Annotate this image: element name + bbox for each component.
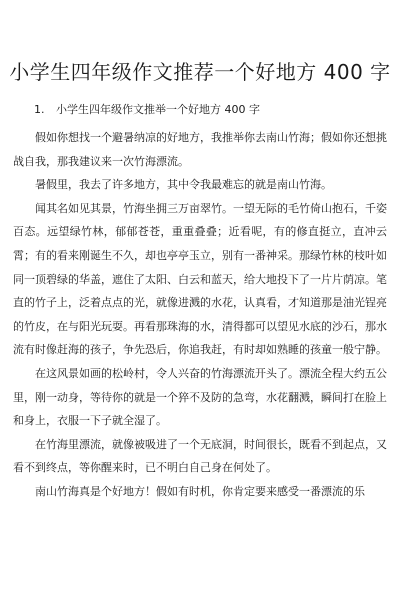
list-item [34, 102, 260, 118]
list-item-number: 1. [34, 103, 45, 116]
paragraph: 假如你想找一个避暑纳凉的好地方，我推举你去南山竹海；假如你还想挑战自我，那我建议来一次竹海漂流。 [13, 131, 387, 168]
paragraph: 在这风景如画的松岭村，令人兴奋的竹海漂流开头了。漂流全程大约五公里，刚一动身，等待你的就是一个猝不及防的急弯，水花翻溅，瞬间打在脸上和身上，衣服一下子就全湿了。 [13, 366, 387, 428]
paragraph: 暑假里，我去了许多地方，其中令我最难忘的就是南山竹海。 [35, 178, 332, 192]
paragraph: 闻其名如见其景，竹海坐拥三万亩翠竹。一望无际的毛竹倚山抱石，千姿百态。远望绿竹林，郁郁苍苍，重重叠叠；近看呢，有的修直挺立，直冲云霄；有的看来刚诞生不久，却也亭亭玉立，别有一番神采。那绿竹林的枝叶如同一顶碧绿的华盖，遮住了太阳、白云和蓝天，给大地投下了一片片荫凉。笔直的竹子上，泛着点点的光，就像进溅的水花，认真看，才知道那是油光锃亮的竹皮，在与阳光玩耍。再看那珠海的水，清得都可以望见水底的沙石，那水流有时像赶海的孩子，争先恐后，你追我赶，有时却如熟睡的孩童一般宁静。 [13, 201, 387, 357]
paragraph: 在竹海里漂流，就像被吸进了一个无底洞，时间很长，既看不到起点，又看不到终点，等你醒来时，已不明白自己身在何处了。 [13, 437, 387, 475]
paragraph: 南山竹海真是个好地方！假如有时机，你肯定要来感受一番漂流的乐 [35, 484, 365, 498]
essay-body [13, 126, 387, 504]
list-item-text: 小学生四年级作文推举一个好地方 400 字 [56, 103, 260, 116]
document-title: 小学生四年级作文推荐一个好地方 400 字 [9, 60, 391, 84]
